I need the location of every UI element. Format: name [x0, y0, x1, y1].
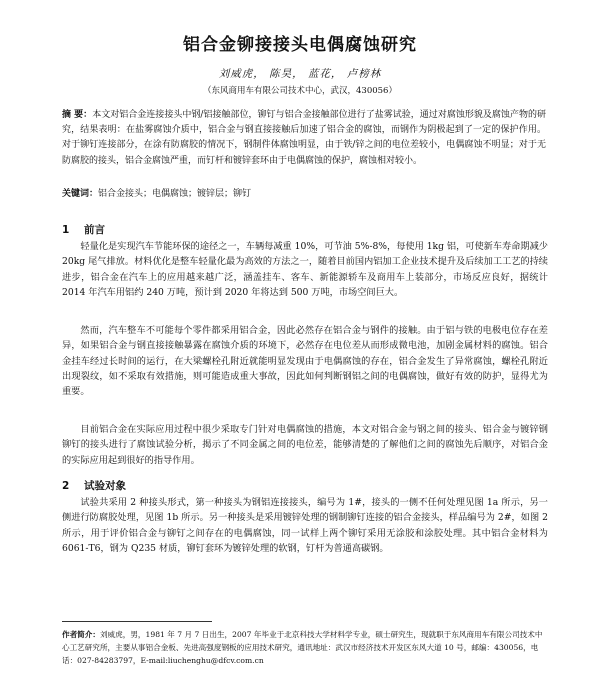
footnote-label: 作者简介：	[62, 630, 100, 639]
paper-title: 铝合金铆接接头电偶腐蚀研究	[183, 35, 417, 55]
abstract-text: 本文对铝合金连接接头中钢/铝接触部位，铆钉与铝合金接触部位进行了盐雾试验，通过对腐蚀形貌及腐蚀产物的研究，结果表明：在盐雾腐蚀介质中，铝合金与钢直接接触后加速了铝合金的腐蚀，而钢作为阴极起到了一定的保护作用。对于铆钉连接部分，在涂有防腐胶的情况下，钢制件体腐蚀明显，由于铁/锌之间的电位差较小，电偶腐蚀不明显；对于无防腐胶的接头，铝合金腐蚀严重，而钉杆和镀锌套环由于电偶腐蚀的保护，腐蚀相对较小。	[62, 110, 546, 166]
footnote-text: 刘威虎，男，1981 年 7 月 7 日出生，2007 年毕业于北京科技大学材料学专业，硕士研究生，现就职于东风商用车有限公司技术中心工艺研究所，主要从事铝合金板、先进高强度钢板的应用技术研究，通讯地址：武汉市经济技术开发区东风大道 10 号，邮编：430056，电话：027-84283797，E-mail:liuchenghu@dfcv.com.cn	[62, 630, 543, 665]
test-objects-paragraph: 试验共采用 2 种接头形式，第一种接头为钢铝连接接头，编号为 1#，接头的一侧不任何处理见图 1a 所示，另一侧进行防腐胶处理，见图 1b 所示。另一种接头是采用镀锌处理的钢制铆钉连接的铝合金接头，样品编号为 2#，如图 2 所示，用于评价铝合金与铆钉之间存在的电偶腐蚀，同一试样上两个铆钉采用无涂胶和涂胶处理。其中铝合金材料为 6061-T6，钢为 Q235 材质，铆钉套环为镀锌处理的软钢，钉杆为普通高碳钢。	[62, 497, 548, 554]
keywords-label: 关键词：	[62, 189, 99, 199]
keywords	[62, 186, 546, 199]
section-number: 2	[62, 480, 70, 492]
author-footnote	[62, 628, 548, 667]
abstract	[62, 108, 546, 169]
abstract-label: 摘 要：	[62, 110, 93, 120]
affiliation: （东风商用车有限公司技术中心，武汉，430056）	[203, 86, 397, 96]
keywords-text: 铝合金接头；电偶腐蚀；镀锌层；铆钉	[98, 189, 252, 199]
section-title: 前言	[84, 224, 105, 236]
author-list: 刘威虎， 陈昊， 蓝花， 卢榜林	[218, 68, 382, 80]
intro-paragraph-3: 目前铝合金在实际应用过程中很少采取专门针对电偶腐蚀的措施，本文对铝合金与钢之间的接头、铝合金与镀锌钢铆钉的接头进行了腐蚀试验分析，揭示了不同金属之间的电位差，能够清楚的了解他们之间的腐蚀先后顺序，对铝合金的实际应用起到很好的指导作用。	[62, 424, 548, 466]
section-heading-test-objects	[62, 478, 126, 493]
footnote-divider	[62, 621, 212, 622]
intro-paragraph-1: 轻量化是实现汽车节能环保的途径之一，车辆每减重 10%，可节油 5%-8%，每使用 1kg 铝，可使新车寿命期减少 20kg 尾气排放。材料优化是整车轻量化最为高效的方法之一，随着目前国内铝加工企业技术提升及后续加工工艺的持续进步，铝合金在汽车上的应用越来越广泛，涵盖挂车、客车、新能源轿车及商用车上装部分，市场反应良好，据统计 2014 年汽车用铝约 240 万吨，预计到 2020 年将达到 500 万吨，市场空间巨大。	[62, 241, 548, 298]
intro-paragraph-2: 然而，汽车整车不可能每个零件都采用铝合金，因此必然存在铝合金与钢件的接触。由于铝与铁的电极电位存在差异，如果铝合金与钢直接接触暴露在腐蚀介质的环境下，必然存在电位差从而形成微电池，加剧金属材料的腐蚀。铝合金挂车经过长时间的运行，在大梁螺栓孔附近就能明显发现由于电偶腐蚀的存在，铝合金发生了异常腐蚀，螺栓孔附近出现裂纹，如不采取有效措施，则可能造成重大事故，因此如何判断钢铝之间的电偶腐蚀，做好有效的防护，显得尤为重要。	[62, 325, 548, 398]
section-heading-intro	[62, 222, 105, 237]
section-title: 试验对象	[84, 480, 126, 492]
section-number: 1	[62, 224, 70, 236]
